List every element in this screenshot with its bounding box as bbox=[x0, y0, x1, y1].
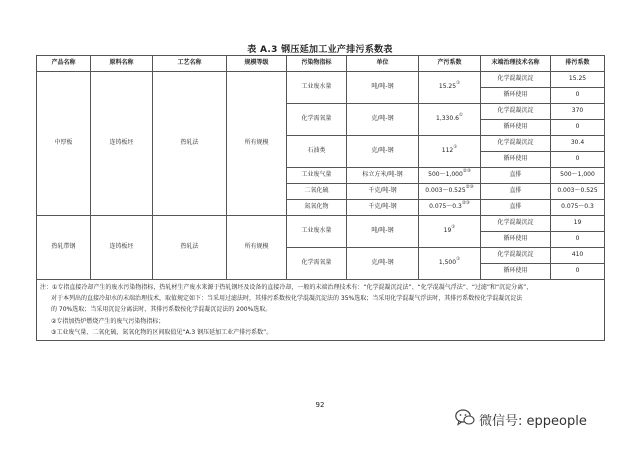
tech-cell: 循环使用 bbox=[481, 88, 551, 104]
coef-cell: 19① bbox=[419, 216, 481, 248]
coef-cell: 0.003～0.525②③ bbox=[419, 184, 481, 200]
emis-cell: 0 bbox=[551, 152, 605, 168]
pollutant-cell: 工业废水量 bbox=[287, 216, 347, 248]
coef-cell: 112① bbox=[419, 136, 481, 168]
tech-cell: 循环使用 bbox=[481, 152, 551, 168]
pollutant-cell: 化学需氧量 bbox=[287, 248, 347, 280]
note-line: 对于本列出的直接冷却水的末端治理技术，取值规定如下：当采用过滤法时，其排污系数按化学混凝沉淀法的 35%选取；当采用化学混凝气浮法时，其排污系数按化学混凝沉淀法 bbox=[51, 295, 523, 303]
process-cell: 热轧法 bbox=[153, 216, 227, 280]
emis-cell: 410 bbox=[551, 248, 605, 264]
tech-cell: 化学混凝沉淀 bbox=[481, 216, 551, 232]
tech-cell: 直排 bbox=[481, 200, 551, 216]
unit-cell: 千克/吨-钢 bbox=[347, 200, 419, 216]
header-row bbox=[37, 56, 605, 72]
col-header: 产品名称 bbox=[37, 56, 91, 72]
emis-cell: 0 bbox=[551, 120, 605, 136]
page-number: 92 bbox=[315, 401, 325, 409]
unit-cell: 克/吨-钢 bbox=[347, 136, 419, 168]
pollutant-cell: 二氧化硫 bbox=[287, 184, 347, 200]
tech-cell: 循环使用 bbox=[481, 120, 551, 136]
emis-cell: 0 bbox=[551, 264, 605, 280]
col-header: 产污系数 bbox=[419, 56, 481, 72]
pollutant-cell: 石油类 bbox=[287, 136, 347, 168]
table-row bbox=[37, 72, 605, 88]
unit-cell: 吨/吨-钢 bbox=[347, 72, 419, 104]
pollutant-cell: 化学需氧量 bbox=[287, 104, 347, 136]
emis-cell: 0 bbox=[551, 232, 605, 248]
col-header: 工艺名称 bbox=[153, 56, 227, 72]
emis-cell: 0.075～0.3 bbox=[551, 200, 605, 216]
material-cell: 连铸板坯 bbox=[91, 216, 153, 280]
col-header: 末端治理技术名称 bbox=[481, 56, 551, 72]
note-line: ②专指加热炉燃烧产生的废气污染物指标； bbox=[51, 317, 165, 325]
note-line: ③工业废气量、二氧化硫、氮氧化物的区间取值见“A.3 钢压延加工业产排污系数”。 bbox=[51, 328, 273, 336]
unit-cell: 千克/吨-钢 bbox=[347, 184, 419, 200]
material-cell: 连铸板坯 bbox=[91, 72, 153, 216]
tech-cell: 化学混凝沉淀 bbox=[481, 104, 551, 120]
coef-cell: 15.25① bbox=[419, 72, 481, 104]
coef-cell: 1,500① bbox=[419, 248, 481, 280]
coef-cell: 500～1,000②③ bbox=[419, 168, 481, 184]
table-title: 表 A.3 钢压延加工业产排污系数表 bbox=[247, 45, 393, 55]
tech-cell: 直排 bbox=[481, 168, 551, 184]
unit-cell: 吨/吨-钢 bbox=[347, 216, 419, 248]
wechat-icon bbox=[455, 409, 475, 430]
unit-cell: 克/吨-钢 bbox=[347, 248, 419, 280]
emis-cell: 0.003～0.525 bbox=[551, 184, 605, 200]
pollutant-cell: 工业废气量 bbox=[287, 168, 347, 184]
unit-cell: 标立方米/吨-钢 bbox=[347, 168, 419, 184]
coef-cell: 1,330.6① bbox=[419, 104, 481, 136]
process-cell: 热轧法 bbox=[153, 72, 227, 216]
pollutant-cell: 工业废水量 bbox=[287, 72, 347, 104]
pollutant-cell: 氮氧化物 bbox=[287, 200, 347, 216]
watermark-text: 微信号: eppeople bbox=[479, 414, 587, 429]
col-header: 原料名称 bbox=[91, 56, 153, 72]
scale-cell: 所有规模 bbox=[227, 216, 287, 280]
product-cell: 中厚板 bbox=[37, 72, 91, 216]
tech-cell: 循环使用 bbox=[481, 232, 551, 248]
note-line: 注：①专指直接冷却产生的废水污染物指标，热轧材生产废水来源于热轧钢坯及设备的直接冷却，一般的末端治理技术有：“化学混凝沉淀法”、“化学混凝气浮法”、“过滤”和“沉淀分离”， bbox=[40, 284, 533, 291]
notes-row bbox=[37, 280, 605, 341]
col-header: 规模等级 bbox=[227, 56, 287, 72]
coef-cell: 0.075～0.3②③ bbox=[419, 200, 481, 216]
emis-cell: 30.4 bbox=[551, 136, 605, 152]
emission-coefficient-table bbox=[36, 55, 605, 341]
note-line: 的 70%选取；当采用沉淀分离法时，其排污系数按化学混凝沉淀法的 200%选取。 bbox=[51, 306, 272, 314]
wechat-watermark bbox=[455, 409, 587, 430]
tech-cell: 直排 bbox=[481, 184, 551, 200]
product-cell: 热轧带钢 bbox=[37, 216, 91, 280]
emis-cell: 19 bbox=[551, 216, 605, 232]
unit-cell: 克/吨-钢 bbox=[347, 104, 419, 136]
emis-cell: 0 bbox=[551, 88, 605, 104]
table-row bbox=[37, 216, 605, 232]
notes-cell bbox=[37, 280, 605, 341]
emis-cell: 370 bbox=[551, 104, 605, 120]
tech-cell: 化学混凝沉淀 bbox=[481, 136, 551, 152]
scale-cell: 所有规模 bbox=[227, 72, 287, 216]
emis-cell: 15.25 bbox=[551, 72, 605, 88]
col-header: 单位 bbox=[347, 56, 419, 72]
col-header: 污染物指标 bbox=[287, 56, 347, 72]
tech-cell: 化学混凝沉淀 bbox=[481, 72, 551, 88]
emis-cell: 500～1,000 bbox=[551, 168, 605, 184]
tech-cell: 循环使用 bbox=[481, 264, 551, 280]
tech-cell: 化学混凝沉淀 bbox=[481, 248, 551, 264]
col-header: 排污系数 bbox=[551, 56, 605, 72]
